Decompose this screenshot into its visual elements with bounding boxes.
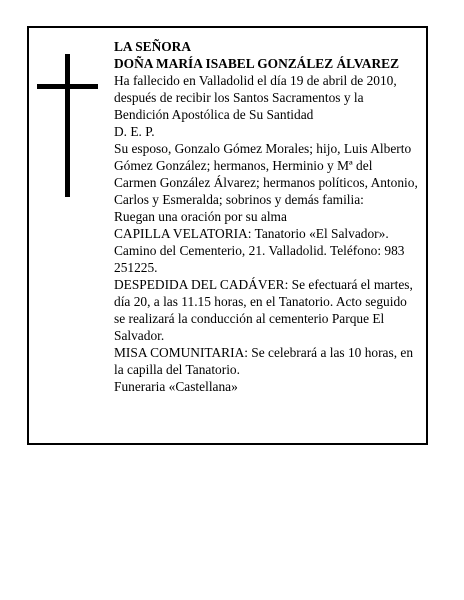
chapel-info: CAPILLA VELATORIA: Tanatorio «El Salvador». Camino del Cementerio, 21. Valladolid. Teléfono: 983 251225. xyxy=(114,226,405,275)
notice-title: LA SEÑORA xyxy=(114,39,192,54)
prayer-request: Ruegan una oración por su alma xyxy=(114,209,287,224)
cross-vertical-bar xyxy=(65,54,70,197)
death-announcement: Ha fallecido en Valladolid el día 19 de abril de 2010, después de recibir los Santos Sacramentos y la Bendición Apostólica de Su Santidad xyxy=(114,73,397,122)
deceased-name: DOÑA MARÍA ISABEL GONZÁLEZ ÁLVAREZ xyxy=(114,56,399,71)
cross-horizontal-bar xyxy=(37,84,98,89)
farewell-info: DESPEDIDA DEL CADÁVER: Se efectuará el martes, día 20, a las 11.15 horas, en el Tanatorio. Acto seguido se realizará la conducción al cementerio Parque El Salvador. xyxy=(114,277,413,343)
family-members: Su esposo, Gonzalo Gómez Morales; hijo, Luis Alberto Gómez González; hermanos, Herminio y Mª del Carmen González Álvarez; hermanos políticos, Antonio, Carlos y Esmeralda; sobrinos y demás familia: xyxy=(114,141,418,207)
mass-info: MISA COMUNITARIA: Se celebrará a las 10 horas, en la capilla del Tanatorio. xyxy=(114,345,414,377)
dep-abbreviation: D. E. P. xyxy=(114,124,155,139)
obituary-text xyxy=(114,38,418,395)
funeral-home: Funeraria «Castellana» xyxy=(114,379,238,394)
latin-cross-icon xyxy=(37,54,98,197)
